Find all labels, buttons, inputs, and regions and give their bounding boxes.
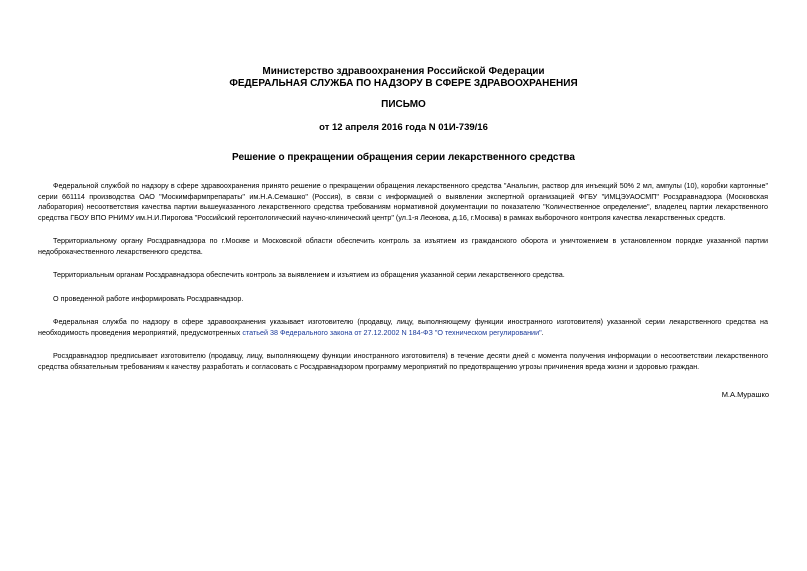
paragraph-text: Федеральная служба по надзору в сфере здравоохранения указывает изготовителю (продавцу, лицу, выполняющему функции иностранного изготовителя) указанной серии лекарственного средства на необходимость проведения мероприятий, предусмотренных xyxy=(38,317,768,337)
law-reference-link[interactable]: статьей 38 Федерального закона от 27.12.2002 N 184-ФЗ "О техническом регулировании" xyxy=(242,327,542,337)
letter-date-number: от 12 апреля 2016 года N 01И-739/16 xyxy=(319,122,488,133)
letter-type: ПИСЬМО xyxy=(381,99,426,110)
paragraph-territorial-control: Территориальным органам Росздравнадзора обеспечить контроль за выявлением и изъятием из обращения указанной серии лекарственного средства. xyxy=(53,270,565,279)
paragraph-inform: О проведенной работе информировать Росздравнадзор. xyxy=(53,293,244,303)
paragraph-decision: Федеральной службой по надзору в сфере здравоохранения принято решение о прекращении обращения лекарственного средства "Анальгин, раствор для инъекций 50% 2 мл, ампулы (10), коробки картонные" серии 661114 производства ОАО "Москимфармпрепараты" им.Н.А.Семашко" (Россия), в связи с информацией о выявлении экспертной организацией ФГБУ "ИМЦЭУАОСМП" Росздравнадзора (Московская лаборатория) несоответствия качества партии вышеуказанного лекарственного средства требованиям нормативной документации по показателю "Количественное определение", владелец партии лекарственного средства ГБОУ ВПО РНИМУ им.Н.И.Пирогова "Российский геронтологический научно-клинический центр" (ул.1-я Леонова, д.16, г.Москва) в рамках выборочного контроля качества лекарственных средств. xyxy=(38,181,768,222)
document-subject: Решение о прекращении обращения серии лекарственного средства xyxy=(232,152,575,163)
document-header xyxy=(0,66,807,89)
signature: М.А.Мурашко xyxy=(721,390,769,399)
document-body xyxy=(38,181,768,385)
paragraph-manufacturer-measures xyxy=(38,317,768,338)
paragraph-text: . xyxy=(541,327,544,337)
paragraph-moscow-control: Территориальному органу Росздравнадзора по г.Москве и Московской области обеспечить контроль за изъятием из гражданского оборота и уничтожением в установленном порядке указанной партии недоброкачественного лекарственного средства. xyxy=(38,236,768,256)
ministry-name: Министерство здравоохранения Российской Федерации xyxy=(262,66,545,77)
paragraph-program: Росздравнадзор предписывает изготовителю (продавцу, лицу, выполняющему функции иностранного изготовителя) в течение десяти дней с момента получения информации о несоответствии лекарственного средства обязательным требованиям к качеству разработать и согласовать с Росздравнадзором программу мероприятий по предотвращению угрозы причинения вреда жизни и здоровью граждан. xyxy=(38,351,768,371)
service-name: ФЕДЕРАЛЬНАЯ СЛУЖБА ПО НАДЗОРУ В СФЕРЕ ЗДРАВООХРАНЕНИЯ xyxy=(229,77,578,89)
